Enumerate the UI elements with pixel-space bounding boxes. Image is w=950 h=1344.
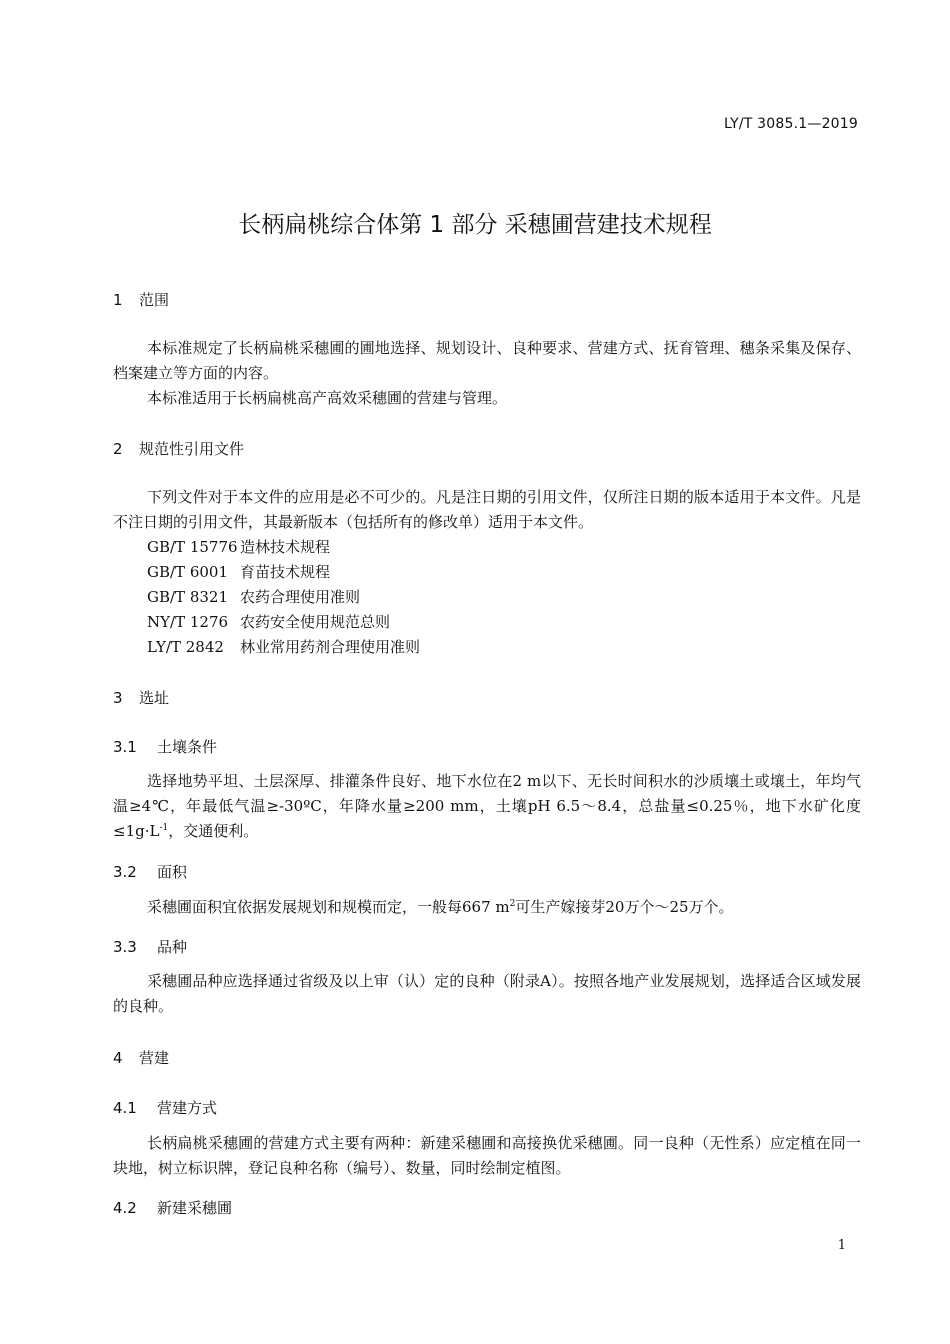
standard-code: LY/T 3085.1—2019 <box>723 116 858 132</box>
subsection-title: 营建方式 <box>157 1099 218 1117</box>
reference-item <box>147 610 390 635</box>
subsection-3-3-heading <box>113 936 187 957</box>
subsection-3-2-paragraph: 采穗圃面积宜依据发展规划和规模而定，一般每667 $m^2$可生产嫁接芽20万个～25万个。 <box>147 898 734 916</box>
subsection-4-2-heading <box>113 1197 232 1218</box>
reference-code: GB/T 8321 <box>147 588 229 606</box>
reference-name: 林业常用药剂合理使用准则 <box>240 638 421 656</box>
section-2-heading <box>113 438 244 459</box>
reference-code: GB/T 6001 <box>147 563 229 581</box>
section-number: 1 <box>113 291 123 309</box>
reference-code: NY/T 1276 <box>147 613 229 631</box>
section-title: 选址 <box>139 689 170 707</box>
reference-name: 农药安全使用规范总则 <box>240 613 391 631</box>
section-1-paragraph-1: 本标准规定了长柄扁桃采穗圃的圃地选择、规划设计、良种要求、营建方式、抚育管理、穗条采集及保存、档案建立等方面的内容。 <box>113 339 861 382</box>
section-title: 规范性引用文件 <box>139 440 245 458</box>
subsection-number: 3.2 <box>113 863 137 881</box>
section-number: 4 <box>113 1049 123 1067</box>
page-number: 1 <box>837 1238 846 1253</box>
reference-code: GB/T 15776 <box>147 538 238 556</box>
reference-item <box>147 560 330 585</box>
section-1-paragraph-2: 本标准适用于长柄扁桃高产高效采穗圃的营建与管理。 <box>147 389 508 407</box>
section-2-paragraph-1: 下列文件对于本文件的应用是必不可少的。凡是注日期的引用文件，仅所注日期的版本适用于本文件。凡是不注日期的引用文件，其最新版本（包括所有的修改单）适用于本文件。 <box>113 488 861 531</box>
reference-item <box>147 585 360 610</box>
section-number: 2 <box>113 440 123 458</box>
subsection-title: 面积 <box>157 863 188 881</box>
subsection-3-1-heading <box>113 736 217 757</box>
reference-item <box>147 535 330 560</box>
subsection-number: 3.3 <box>113 938 137 956</box>
section-3-heading <box>113 687 169 708</box>
reference-item <box>147 635 420 660</box>
subsection-title: 品种 <box>157 938 188 956</box>
section-title: 营建 <box>139 1049 170 1067</box>
subsection-4-1-heading <box>113 1097 217 1118</box>
subsection-3-2-heading <box>113 861 187 882</box>
section-title: 范围 <box>139 291 170 309</box>
reference-name: 造林技术规程 <box>240 538 331 556</box>
subsection-number: 4.1 <box>113 1099 137 1117</box>
reference-name: 育苗技术规程 <box>240 563 331 581</box>
subsection-3-1-paragraph: 选择地势平坦、土层深厚、排灌条件良好、地下水位在2 m以下、无长时间积水的沙质壤土或壤土，年均气温≥4℃，年最低气温≥-30ºC，年降水量≥200 mm，土壤pH 6.5～8.4，总盐量≤0.25％，地下水矿化度$\le 1g\cdot L^{-1}$，交通便利。 <box>113 772 861 840</box>
reference-name: 农药合理使用准则 <box>240 588 361 606</box>
section-4-heading <box>113 1047 169 1068</box>
section-number: 3 <box>113 689 123 707</box>
subsection-4-1-paragraph: 长柄扁桃采穗圃的营建方式主要有两种：新建采穗圃和高接换优采穗圃。同一良种（无性系）应定植在同一块地，树立标识牌，登记良种名称（编号）、数量，同时绘制定植图。 <box>113 1134 861 1177</box>
section-1-heading <box>113 289 169 310</box>
subsection-number: 3.1 <box>113 738 137 756</box>
subsection-title: 土壤条件 <box>157 738 218 756</box>
subsection-3-3-paragraph: 采穗圃品种应选择通过省级及以上审（认）定的良种（附录A）。按照各地产业发展规划，选择适合区域发展的良种。 <box>113 972 861 1015</box>
subsection-number: 4.2 <box>113 1199 137 1217</box>
document-title: 长柄扁桃综合体第 1 部分 采穗圃营建技术规程 <box>238 212 712 238</box>
subsection-title: 新建采穗圃 <box>157 1199 233 1217</box>
reference-code: LY/T 2842 <box>147 638 224 656</box>
